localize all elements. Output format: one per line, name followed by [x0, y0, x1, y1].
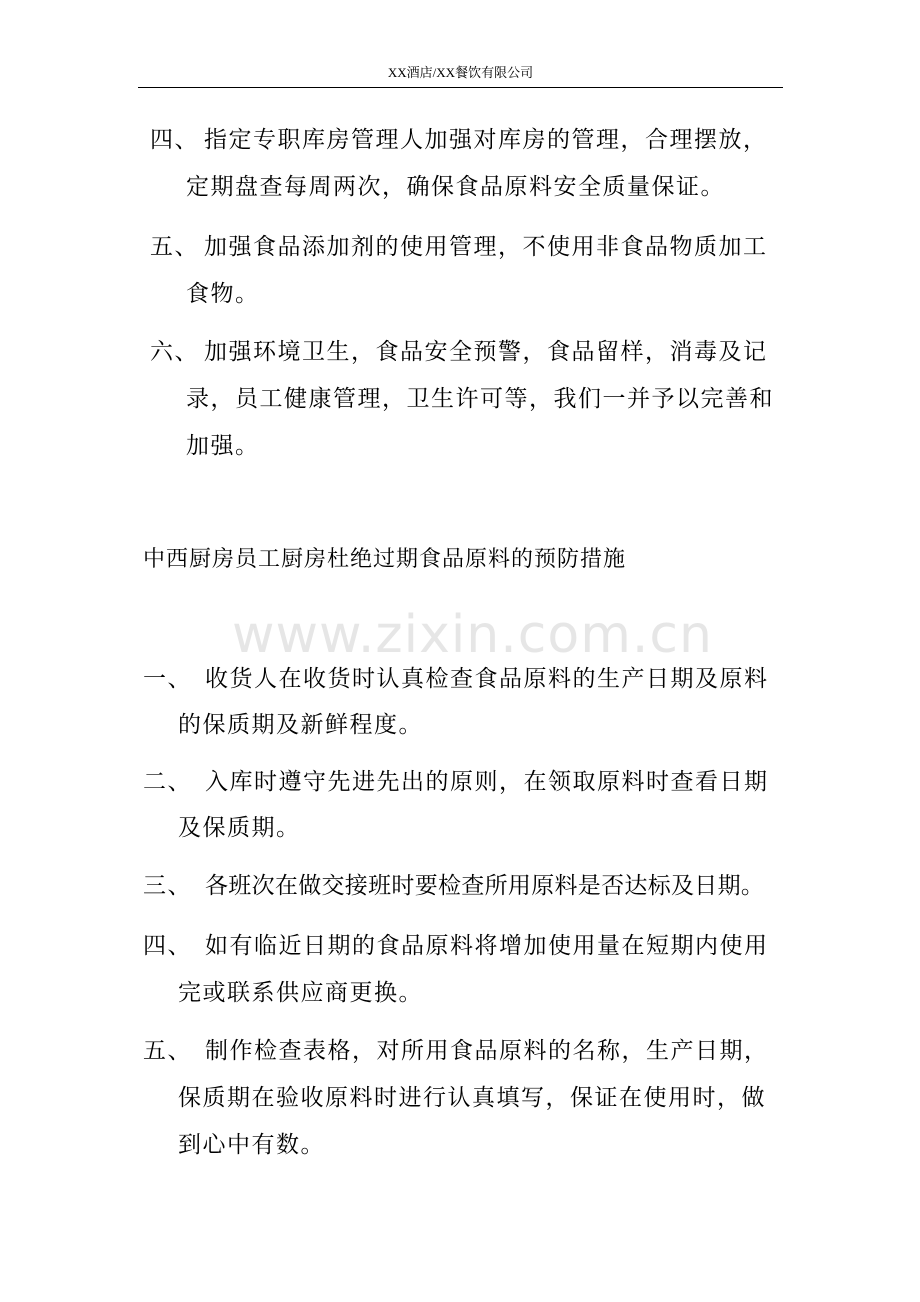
item-line: 定期盘查每周两次，确保食品原料安全质量保证。	[186, 174, 725, 200]
header-company: XX酒店/XX餐饮有限公司	[387, 65, 534, 80]
item-line: 加强。	[186, 433, 260, 459]
page-header	[138, 62, 783, 88]
item-line: 的保质期及新鲜程度。	[178, 712, 423, 738]
item-line: 指定专职库房管理人加强对库房的管理，合理摆放，	[204, 127, 768, 153]
item-number: 四、	[150, 127, 199, 153]
item-number: 六、	[150, 339, 199, 365]
item-line: 加强环境卫生，食品安全预警，食品留样，消毒及记	[204, 339, 768, 365]
item-line: 制作检查表格，对所用食品原料的名称，生产日期，	[205, 1038, 769, 1064]
item-line: 及保质期。	[178, 815, 301, 841]
item-line: 收货人在收货时认真检查食品原料的生产日期及原料	[205, 666, 769, 692]
item-number: 五、	[143, 1038, 192, 1064]
item-line: 加强食品添加剂的使用管理，不使用非食品物质加工	[204, 234, 768, 260]
item-number: 一、	[143, 666, 192, 692]
item-line: 入库时遵守先进先出的原则，在领取原料时查看日期	[205, 769, 769, 795]
item-line: 完或联系供应商更换。	[178, 980, 423, 1006]
item-line: 各班次在做交接班时要检查所用原料是否达标及日期。	[205, 873, 765, 899]
item-number: 三、	[143, 873, 192, 899]
item-line: 到心中有数。	[178, 1132, 325, 1158]
watermark: www.zixin.com.cn	[232, 605, 713, 665]
section-title: 中西厨房员工厨房杜绝过期食品原料的预防措施	[143, 547, 627, 572]
item-number: 四、	[143, 933, 192, 959]
item-line: 食物。	[186, 281, 260, 307]
item-number: 二、	[143, 769, 192, 795]
item-line: 保质期在验收原料时进行认真填写，保证在使用时，做	[178, 1085, 766, 1111]
item-number: 五、	[150, 234, 199, 260]
item-line: 录，员工健康管理，卫生许可等，我们一并予以完善和	[186, 386, 774, 412]
item-line: 如有临近日期的食品原料将增加使用量在短期内使用	[205, 933, 769, 959]
